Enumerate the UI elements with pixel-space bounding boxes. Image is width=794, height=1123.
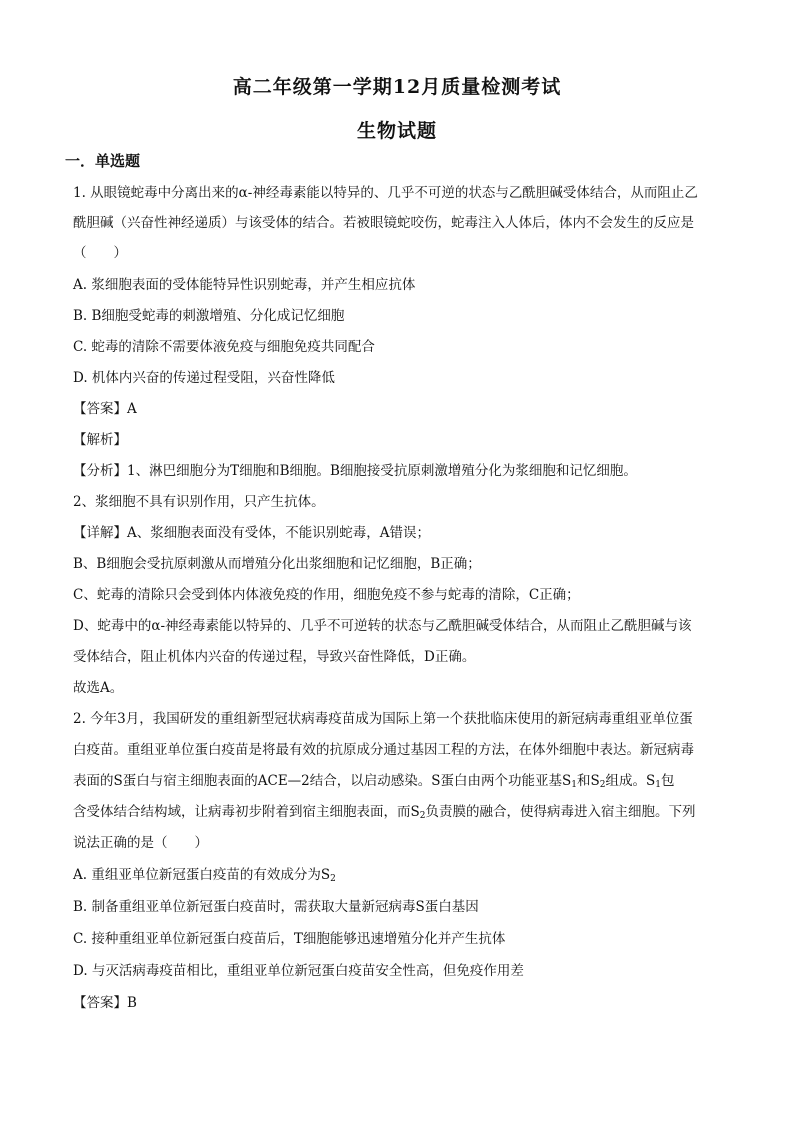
q2-l3-s2-sub: 2	[599, 780, 606, 790]
q1-stem-line-3: （ ）	[73, 245, 127, 261]
q2-l4-s: S	[410, 804, 420, 820]
q2-option-b: B. 制备重组亚单位新冠蛋白疫苗时，需获取大量新冠病毒S蛋白基因	[73, 899, 479, 915]
q2-answer: 【答案】B	[73, 995, 137, 1011]
q2-stem-line-4	[73, 803, 695, 825]
q1-option-c: C. 蛇毒的清除不需要体液免疫与细胞免疫共同配合	[73, 339, 375, 355]
q2-l3-s1b: S	[646, 773, 656, 789]
exam-title: 高二年级第一学期12月质量检测考试	[232, 76, 562, 98]
q2-l3-s1-sub: 1	[571, 780, 578, 790]
q2-stem-line-3	[73, 772, 674, 794]
q2-l3-s1: S	[562, 773, 572, 789]
q2-l4-b: 负责膜的融合，使得病毒进入宿主细胞。下列	[425, 804, 696, 820]
q2-stem-line-2: 白疫苗。重组亚单位蛋白疫苗是将最有效的抗原成分通过基因工程的方法，在体外细胞中表达。新冠病毒	[73, 742, 694, 758]
q1-analysis-label: 【解析】	[73, 432, 127, 448]
q2-option-a-sub: 2	[330, 874, 336, 884]
q2-stem-line-5: 说法正确的是（ ）	[73, 835, 208, 851]
q2-option-a	[73, 866, 336, 888]
q1-stem-line-1: 1. 从眼镜蛇毒中分离出来的α-神经毒素能以特异的、几乎不可逆的状态与乙酰胆碱受体结合，从而阻止乙	[73, 185, 698, 201]
exam-subject: 生物试题	[356, 120, 437, 142]
q1-detail-d-line-1: D、蛇毒中的α-神经毒素能以特异的、几乎不可逆转的状态与乙酰胆碱受体结合，从而阻止乙酰胆碱与该	[73, 618, 692, 634]
q2-l3-end: 组成。	[605, 773, 646, 789]
q2-l3-s2: S	[590, 773, 600, 789]
q1-detail-a: 【详解】A、浆细胞表面没有受体，不能识别蛇毒，A错误；	[73, 525, 430, 541]
q1-stem-line-2: 酰胆碱（兴奋性神经递质）与该受体的结合。若被眼镜蛇咬伤，蛇毒注入人体后，体内不会发生的反应是	[73, 215, 694, 231]
q1-analysis-1: 【分析】1、淋巴细胞分为T细胞和B细胞。B细胞接受抗原刺激增殖分化为浆细胞和记忆细胞。	[73, 463, 637, 479]
q2-stem-line-1: 2. 今年3月，我国研发的重组新型冠状病毒疫苗成为国际上第一个获批临床使用的新冠病毒重组亚单位蛋	[73, 711, 693, 727]
q2-l4-a: 含受体结合结构域，让病毒初步附着到宿主细胞表面，而	[73, 804, 411, 820]
q1-option-d: D. 机体内兴奋的传递过程受阻，兴奋性降低	[73, 370, 335, 386]
q1-option-a: A. 浆细胞表面的受体能特异性识别蛇毒，并产生相应抗体	[73, 277, 416, 293]
q2-l4-sub: 2	[419, 811, 426, 821]
q2-option-c: C. 接种重组亚单位新冠蛋白疫苗后，T细胞能够迅速增殖分化并产生抗体	[73, 931, 506, 947]
q1-detail-d-line-2: 受体结合，阻止机体内兴奋的传递过程，导致兴奋性降低，D正确。	[73, 649, 476, 665]
q1-detail-b: B、B细胞会受抗原刺激从而增殖分化出浆细胞和记忆细胞，B正确；	[73, 556, 481, 572]
q2-l3-and: 和	[577, 773, 591, 789]
q1-analysis-2: 2、浆细胞不具有识别作用，只产生抗体。	[73, 494, 325, 510]
q1-detail-c: C、蛇毒的清除只会受到体内体液免疫的作用，细胞免疫不参与蛇毒的清除，C正确；	[73, 587, 580, 603]
q1-conclusion: 故选A。	[73, 680, 124, 696]
q1-option-b: B. B细胞受蛇毒的刺激增殖、分化成记忆细胞	[73, 308, 345, 324]
q2-option-d: D. 与灭活病毒疫苗相比，重组亚单位新冠蛋白疫苗安全性高，但免疫作用差	[73, 963, 524, 979]
q2-l3-s1b-sub: 1	[655, 780, 661, 790]
section-heading: 一．单选题	[65, 152, 141, 170]
q1-answer: 【答案】A	[73, 401, 137, 417]
q2-option-a-text: A. 重组亚单位新冠蛋白疫苗的有效成分为S	[73, 867, 331, 883]
q2-l3-tail: 包	[660, 773, 675, 789]
q2-l3-text: 表面的S蛋白与宿主细胞表面的ACE—2结合，以启动感染。S蛋白由两个功能亚基	[73, 773, 563, 789]
